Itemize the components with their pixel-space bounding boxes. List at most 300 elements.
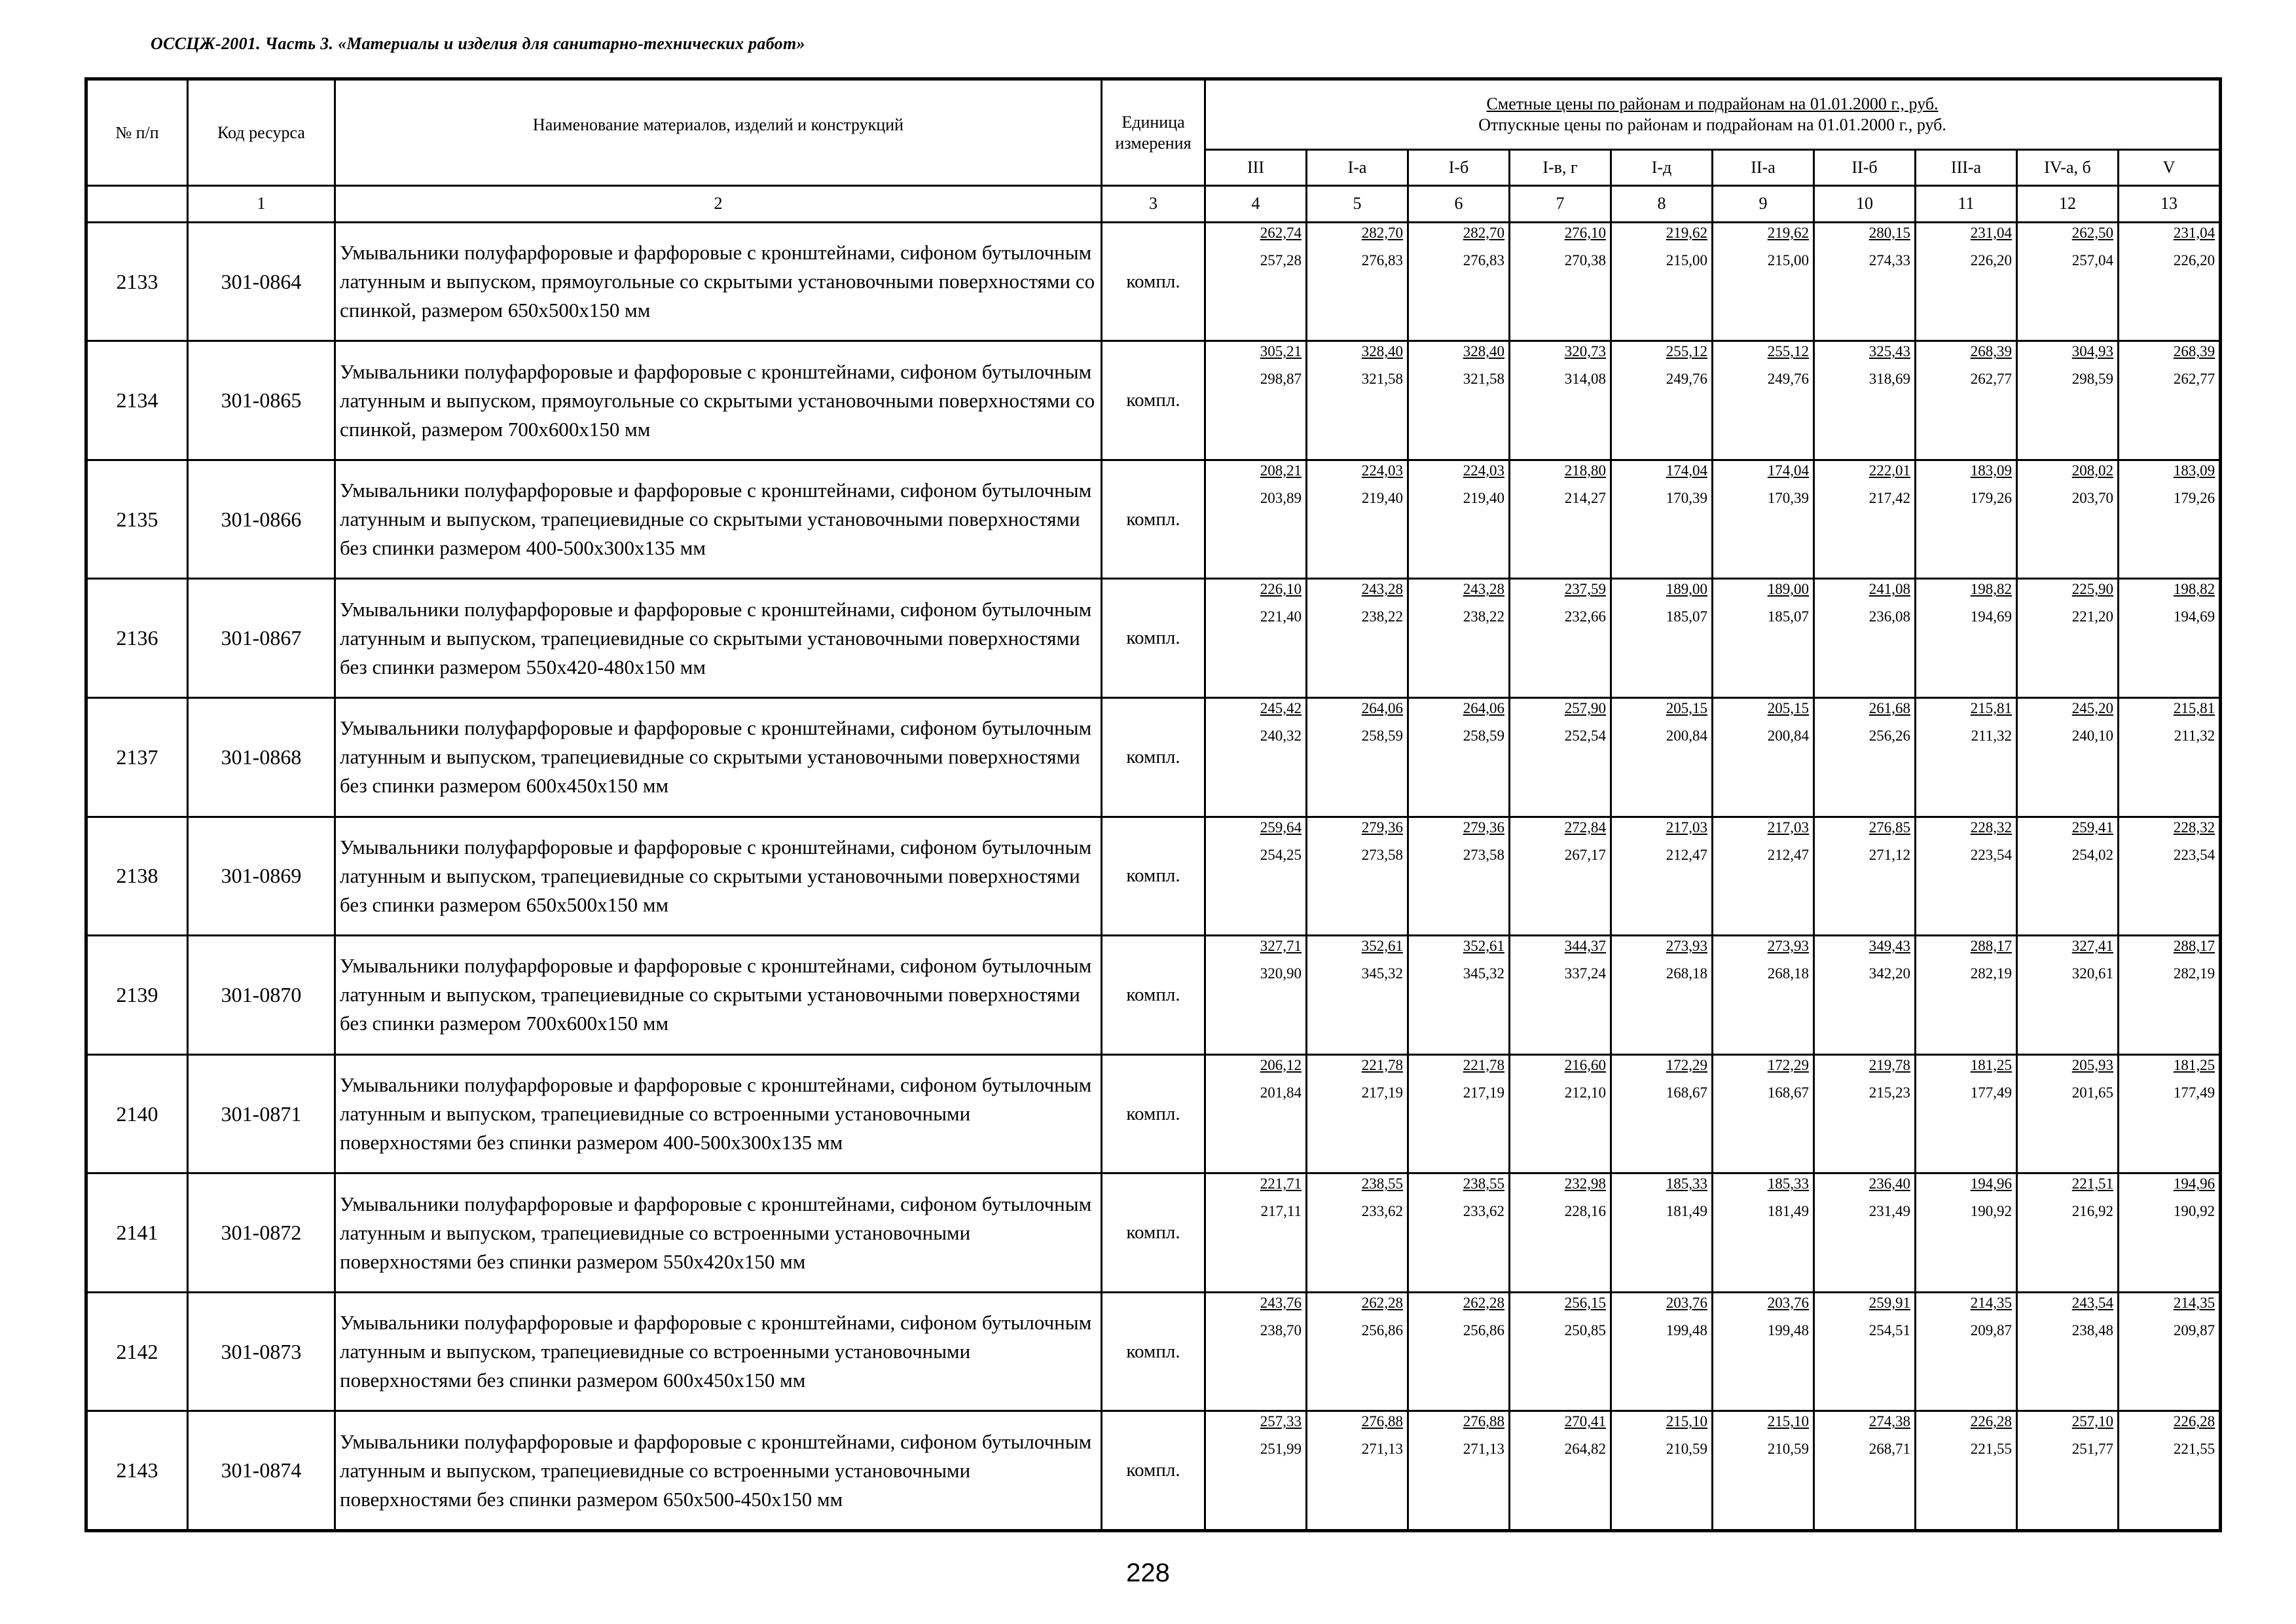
release-price: 170,39 (1767, 489, 1809, 506)
column-number: 13 (2119, 186, 2221, 223)
price-cell (2017, 936, 2119, 1055)
estimated-price: 243,28 (1361, 581, 1403, 598)
release-price: 258,59 (1463, 728, 1504, 745)
estimated-price: 181,25 (2173, 1056, 2215, 1073)
table-row (86, 341, 2221, 460)
price-cell (2119, 698, 2221, 817)
price-cell (2017, 1054, 2119, 1173)
release-price: 179,26 (2173, 489, 2215, 506)
price-cell (2119, 222, 2221, 341)
estimated-price: 228,32 (1970, 819, 2012, 836)
release-price: 228,16 (1564, 1203, 1606, 1220)
release-price: 194,69 (2173, 608, 2215, 625)
table-row (86, 222, 2221, 341)
release-price: 314,08 (1564, 371, 1606, 388)
release-price: 262,77 (2173, 371, 2215, 388)
price-cell (2119, 1292, 2221, 1411)
price-cell (2017, 1411, 2119, 1531)
price-cell (2017, 579, 2119, 698)
release-price: 238,22 (1463, 608, 1504, 625)
release-price: 318,69 (1868, 371, 1910, 388)
price-cell (1307, 698, 1408, 817)
estimated-price: 237,59 (1564, 581, 1606, 598)
estimated-price: 255,12 (1666, 343, 1707, 360)
price-cell (1611, 341, 1713, 460)
unit-of-measure: компл. (1102, 1411, 1205, 1531)
estimated-price: 245,20 (2071, 700, 2113, 717)
estimated-price: 282,70 (1463, 224, 1504, 241)
unit-of-measure: компл. (1102, 1292, 1205, 1411)
column-number: 12 (2017, 186, 2119, 223)
row-number: 2136 (86, 579, 188, 698)
item-name: Умывальники полуфарфоровые и фарфоровые с кронштейнами, сифоном бутылочным латунным и выпуском, трапециевидные со скрытыми установочными поверхностями без спинки размером 700x600x150 мм (335, 936, 1102, 1055)
release-price: 251,99 (1260, 1441, 1302, 1458)
release-price: 185,07 (1767, 608, 1809, 625)
estimated-price: 264,06 (1463, 700, 1504, 717)
unit-of-measure: компл. (1102, 1054, 1205, 1173)
item-name: Умывальники полуфарфоровые и фарфоровые с кронштейнами, сифоном бутылочным латунным и выпуском, прямоугольные со скрытыми установочными поверхностями со спинкой, размером 700x600x150 мм (335, 341, 1102, 460)
price-cell (1814, 579, 1916, 698)
release-price: 321,58 (1463, 371, 1504, 388)
estimated-price: 276,85 (1868, 819, 1910, 836)
estimated-price: 208,02 (2071, 462, 2113, 479)
price-cell (1307, 341, 1408, 460)
release-price: 211,32 (1971, 728, 2012, 745)
table-row (86, 936, 2221, 1055)
estimated-price: 226,28 (2173, 1413, 2215, 1430)
estimated-price: 203,76 (1666, 1294, 1707, 1311)
price-cell (1713, 817, 1814, 936)
price-cell (1611, 1292, 1713, 1411)
release-price: 268,18 (1767, 965, 1809, 982)
release-price: 271,13 (1463, 1441, 1504, 1458)
header-no: № п/п (86, 79, 188, 186)
column-number: 2 (335, 186, 1102, 223)
price-cell (1510, 341, 1611, 460)
row-number: 2138 (86, 817, 188, 936)
price-cell (1205, 341, 1307, 460)
district-header: I-в, г (1510, 150, 1611, 186)
estimated-price: 215,10 (1767, 1413, 1809, 1430)
estimated-price: 189,00 (1666, 581, 1707, 598)
price-cell (1611, 1173, 1713, 1293)
release-price: 251,77 (2071, 1441, 2113, 1458)
item-name: Умывальники полуфарфоровые и фарфоровые с кронштейнами, сифоном бутылочным латунным и выпуском, трапециевидные со скрытыми установочными поверхностями без спинки размером 550x420-480x150 мм (335, 579, 1102, 698)
estimated-price: 279,36 (1361, 819, 1403, 836)
price-cell (1307, 1054, 1408, 1173)
estimated-price: 262,74 (1260, 224, 1302, 241)
estimated-price: 320,73 (1564, 343, 1606, 360)
release-price: 249,76 (1767, 371, 1809, 388)
release-price: 219,40 (1463, 489, 1504, 506)
price-cell (1307, 222, 1408, 341)
price-cell (2119, 817, 2221, 936)
release-price: 258,59 (1361, 728, 1403, 745)
price-cell (2119, 460, 2221, 579)
header-name: Наименование материалов, изделий и конструкций (335, 79, 1102, 186)
release-price: 203,89 (1260, 489, 1302, 506)
price-cell (1510, 698, 1611, 817)
release-price: 271,12 (1868, 846, 1910, 863)
release-price: 268,71 (1868, 1441, 1910, 1458)
estimated-price: 264,06 (1361, 700, 1403, 717)
column-number: 11 (1916, 186, 2017, 223)
price-cell (1408, 698, 1510, 817)
price-cell (1510, 222, 1611, 341)
price-cell (1713, 1411, 1814, 1531)
column-number-row (86, 186, 2221, 223)
release-price: 168,67 (1767, 1084, 1809, 1101)
estimated-price: 189,00 (1767, 581, 1809, 598)
district-header: II-а (1713, 150, 1814, 186)
release-price: 298,59 (2071, 371, 2113, 388)
district-header: I-д (1611, 150, 1713, 186)
release-price: 221,55 (1970, 1441, 2012, 1458)
release-price: 170,39 (1666, 489, 1707, 506)
release-price: 254,51 (1868, 1321, 1910, 1338)
estimated-price: 222,01 (1868, 462, 1910, 479)
estimated-price: 183,09 (2173, 462, 2215, 479)
price-cell (1408, 1292, 1510, 1411)
resource-code: 301-0866 (188, 460, 335, 579)
estimated-price: 218,80 (1564, 462, 1606, 479)
price-cell (1205, 579, 1307, 698)
item-name: Умывальники полуфарфоровые и фарфоровые с кронштейнами, сифоном бутылочным латунным и выпуском, прямоугольные со скрытыми установочными поверхностями со спинкой, размером 650x500x150 мм (335, 222, 1102, 341)
release-price: 210,59 (1767, 1441, 1809, 1458)
price-cell (1611, 222, 1713, 341)
price-cell (1611, 1054, 1713, 1173)
release-price: 210,59 (1666, 1441, 1707, 1458)
release-price: 268,18 (1666, 965, 1707, 982)
estimated-price: 205,15 (1666, 700, 1707, 717)
column-number: 8 (1611, 186, 1713, 223)
estimated-price: 352,61 (1463, 938, 1504, 955)
release-price: 264,82 (1564, 1441, 1606, 1458)
release-price: 320,61 (2071, 965, 2113, 982)
estimated-price: 214,35 (1970, 1294, 2012, 1311)
release-price: 185,07 (1666, 608, 1707, 625)
resource-code: 301-0864 (188, 222, 335, 341)
price-cell (1510, 1292, 1611, 1411)
price-cell (1408, 1054, 1510, 1173)
price-cell (1814, 698, 1916, 817)
running-header: ОССЦЖ-2001. Часть 3. «Материалы и изделия для санитарно-технических работ» (151, 34, 805, 53)
estimated-price: 268,39 (2173, 343, 2215, 360)
price-cell (2119, 1411, 2221, 1531)
release-price: 214,27 (1564, 489, 1606, 506)
item-name: Умывальники полуфарфоровые и фарфоровые с кронштейнами, сифоном бутылочным латунным и выпуском, трапециевидные со скрытыми установочными поверхностями без спинки размером 400-500x300x135 мм (335, 460, 1102, 579)
row-number: 2141 (86, 1173, 188, 1293)
estimated-price: 268,39 (1970, 343, 2012, 360)
resource-code: 301-0873 (188, 1292, 335, 1411)
estimated-price: 262,28 (1463, 1294, 1504, 1311)
estimated-price: 181,25 (1970, 1056, 2012, 1073)
estimated-price: 183,09 (1970, 462, 2012, 479)
release-price: 181,49 (1767, 1203, 1809, 1220)
price-cell (1611, 698, 1713, 817)
release-price: 217,42 (1868, 489, 1910, 506)
release-price: 273,58 (1463, 846, 1504, 863)
price-cell (1307, 1292, 1408, 1411)
release-price: 203,70 (2071, 489, 2113, 506)
release-price: 194,69 (1970, 608, 2012, 625)
price-cell (1307, 1173, 1408, 1293)
table-body (86, 186, 2221, 1531)
estimated-price: 185,33 (1767, 1175, 1809, 1192)
estimated-price: 328,40 (1463, 343, 1504, 360)
estimated-price: 270,41 (1564, 1413, 1606, 1430)
unit-of-measure: компл. (1102, 341, 1205, 460)
release-price: 209,87 (1970, 1321, 2012, 1338)
estimated-price: 276,10 (1564, 224, 1606, 241)
resource-code: 301-0870 (188, 936, 335, 1055)
price-cell (1205, 817, 1307, 936)
estimated-price: 206,12 (1260, 1056, 1302, 1073)
unit-of-measure: компл. (1102, 817, 1205, 936)
estimated-price: 226,10 (1260, 581, 1302, 598)
price-cell (1408, 1411, 1510, 1531)
estimated-price: 174,04 (1767, 462, 1809, 479)
row-number: 2134 (86, 341, 188, 460)
price-cell (1916, 1054, 2017, 1173)
estimated-price: 172,29 (1666, 1056, 1707, 1073)
header-estimated-prices: Сметные цены по районам и подрайонам на 01.01.2000 г., руб. (1486, 94, 1939, 113)
release-price: 223,54 (1970, 846, 2012, 863)
price-cell (2119, 1173, 2221, 1293)
table-row (86, 698, 2221, 817)
row-number: 2133 (86, 222, 188, 341)
release-price: 273,58 (1361, 846, 1403, 863)
price-cell (2119, 936, 2221, 1055)
price-cell (1611, 1411, 1713, 1531)
estimated-price: 280,15 (1868, 224, 1910, 241)
price-cell (1814, 1292, 1916, 1411)
price-cell (2017, 817, 2119, 936)
release-price: 267,17 (1564, 846, 1606, 863)
price-cell (1916, 1411, 2017, 1531)
release-price: 216,92 (2071, 1203, 2113, 1220)
item-name: Умывальники полуфарфоровые и фарфоровые с кронштейнами, сифоном бутылочным латунным и выпуском, трапециевидные со встроенными установочными поверхностями без спинки размером 550x420x150 мм (335, 1173, 1102, 1293)
estimated-price: 262,50 (2071, 224, 2113, 241)
estimated-price: 221,51 (2071, 1175, 2113, 1192)
price-cell (1510, 1411, 1611, 1531)
price-cell (1408, 1173, 1510, 1293)
price-cell (1713, 936, 1814, 1055)
release-price: 276,83 (1463, 251, 1504, 268)
release-price: 190,92 (2173, 1203, 2215, 1220)
price-cell (1713, 222, 1814, 341)
price-cell (1510, 936, 1611, 1055)
price-cell (1611, 579, 1713, 698)
resource-code: 301-0867 (188, 579, 335, 698)
district-header: III (1205, 150, 1307, 186)
release-price: 320,90 (1260, 965, 1302, 982)
column-number: 4 (1205, 186, 1307, 223)
release-price: 240,32 (1260, 728, 1302, 745)
price-cell (2017, 341, 2119, 460)
price-cell (2119, 341, 2221, 460)
unit-of-measure: компл. (1102, 1173, 1205, 1293)
estimated-price: 215,10 (1666, 1413, 1707, 1430)
table-row (86, 1173, 2221, 1293)
price-cell (1205, 1054, 1307, 1173)
price-cell (1408, 460, 1510, 579)
release-price: 199,48 (1666, 1321, 1707, 1338)
column-number: 5 (1307, 186, 1408, 223)
price-cell (2017, 1292, 2119, 1411)
price-cell (2017, 698, 2119, 817)
resource-code: 301-0868 (188, 698, 335, 817)
release-price: 345,32 (1463, 965, 1504, 982)
release-price: 262,77 (1970, 371, 2012, 388)
release-price: 181,49 (1666, 1203, 1707, 1220)
release-price: 254,25 (1260, 846, 1302, 863)
release-price: 211,32 (2174, 728, 2215, 745)
estimated-price: 231,04 (2173, 224, 2215, 241)
estimated-price: 259,41 (2071, 819, 2113, 836)
price-cell (1307, 817, 1408, 936)
table-row (86, 817, 2221, 936)
estimated-price: 279,36 (1463, 819, 1504, 836)
resource-code: 301-0874 (188, 1411, 335, 1531)
estimated-price: 243,76 (1260, 1294, 1302, 1311)
column-number: 6 (1408, 186, 1510, 223)
release-price: 215,23 (1868, 1084, 1910, 1101)
row-number: 2139 (86, 936, 188, 1055)
price-cell (1916, 1292, 2017, 1411)
price-cell (2017, 1173, 2119, 1293)
item-name: Умывальники полуфарфоровые и фарфоровые с кронштейнами, сифоном бутылочным латунным и выпуском, трапециевидные со скрытыми установочными поверхностями без спинки размером 650x500x150 мм (335, 817, 1102, 936)
estimated-price: 236,40 (1868, 1175, 1910, 1192)
price-cell (1916, 579, 2017, 698)
resource-code: 301-0869 (188, 817, 335, 936)
release-price: 232,66 (1564, 608, 1606, 625)
release-price: 217,11 (1260, 1203, 1302, 1220)
district-header: IV-а, б (2017, 150, 2119, 186)
release-price: 238,70 (1260, 1321, 1302, 1338)
estimated-price: 238,55 (1463, 1175, 1504, 1192)
estimated-price: 194,96 (1970, 1175, 2012, 1192)
district-header: I-б (1408, 150, 1510, 186)
release-price: 233,62 (1361, 1203, 1403, 1220)
price-cell (1814, 460, 1916, 579)
column-number: 7 (1510, 186, 1611, 223)
estimated-price: 216,60 (1564, 1056, 1606, 1073)
price-cell (1713, 579, 1814, 698)
district-header: I-а (1307, 150, 1408, 186)
release-price: 219,40 (1361, 489, 1403, 506)
header-code: Код ресурса (188, 79, 335, 186)
estimated-price: 327,71 (1260, 938, 1302, 955)
estimated-price: 288,17 (2173, 938, 2215, 955)
estimated-price: 215,81 (2173, 700, 2215, 717)
price-cell (2017, 222, 2119, 341)
price-cell (1814, 1173, 1916, 1293)
unit-of-measure: компл. (1102, 222, 1205, 341)
price-cell (1916, 698, 2017, 817)
item-name: Умывальники полуфарфоровые и фарфоровые с кронштейнами, сифоном бутылочным латунным и выпуском, трапециевидные со встроенными установочными поверхностями без спинки размером 400-500x300x135 мм (335, 1054, 1102, 1173)
price-cell (1713, 341, 1814, 460)
release-price: 321,58 (1361, 371, 1403, 388)
resource-code: 301-0871 (188, 1054, 335, 1173)
price-cell (1814, 1411, 1916, 1531)
table-row (86, 1292, 2221, 1411)
estimated-price: 282,70 (1361, 224, 1403, 241)
estimated-price: 221,78 (1361, 1056, 1403, 1073)
release-price: 240,10 (2071, 728, 2113, 745)
price-cell (1205, 936, 1307, 1055)
row-number: 2135 (86, 460, 188, 579)
release-price: 212,47 (1767, 846, 1809, 863)
price-cell (1408, 579, 1510, 698)
row-number: 2137 (86, 698, 188, 817)
district-header: III-а (1916, 150, 2017, 186)
release-price: 282,19 (1970, 965, 2012, 982)
estimated-price: 257,10 (2071, 1413, 2113, 1430)
price-cell (1510, 1054, 1611, 1173)
release-price: 200,84 (1767, 728, 1809, 745)
row-number: 2143 (86, 1411, 188, 1531)
release-price: 345,32 (1361, 965, 1403, 982)
estimated-price: 198,82 (2173, 581, 2215, 598)
estimated-price: 325,43 (1868, 343, 1910, 360)
estimated-price: 219,78 (1868, 1056, 1910, 1073)
estimated-price: 217,03 (1666, 819, 1707, 836)
release-price: 217,19 (1463, 1084, 1504, 1101)
price-cell (2017, 460, 2119, 579)
release-price: 257,04 (2071, 251, 2113, 268)
estimated-price: 257,90 (1564, 700, 1606, 717)
price-cell (1510, 1173, 1611, 1293)
estimated-price: 217,03 (1767, 819, 1809, 836)
estimated-price: 215,81 (1970, 700, 2012, 717)
release-price: 217,19 (1361, 1084, 1403, 1101)
price-cell (1814, 1054, 1916, 1173)
estimated-price: 208,21 (1260, 462, 1302, 479)
estimated-price: 261,68 (1868, 700, 1910, 717)
estimated-price: 256,15 (1564, 1294, 1606, 1311)
release-price: 199,48 (1767, 1321, 1809, 1338)
release-price: 201,84 (1260, 1084, 1302, 1101)
district-header: II-б (1814, 150, 1916, 186)
estimated-price: 262,28 (1361, 1294, 1403, 1311)
page-number: 228 (1126, 1559, 1170, 1587)
unit-of-measure: компл. (1102, 698, 1205, 817)
unit-of-measure: компл. (1102, 936, 1205, 1055)
estimated-price: 276,88 (1361, 1413, 1403, 1430)
estimated-price: 288,17 (1970, 938, 2012, 955)
table-row (86, 579, 2221, 698)
estimated-price: 344,37 (1564, 938, 1606, 955)
price-cell (1205, 222, 1307, 341)
price-cell (1916, 936, 2017, 1055)
price-cell (1205, 698, 1307, 817)
estimated-price: 257,33 (1260, 1413, 1302, 1430)
release-price: 276,83 (1361, 251, 1403, 268)
estimated-price: 219,62 (1666, 224, 1707, 241)
release-price: 252,54 (1564, 728, 1606, 745)
estimated-price: 203,76 (1767, 1294, 1809, 1311)
estimated-price: 214,35 (2173, 1294, 2215, 1311)
estimated-price: 198,82 (1970, 581, 2012, 598)
release-price: 221,20 (2071, 608, 2113, 625)
item-name: Умывальники полуфарфоровые и фарфоровые с кронштейнами, сифоном бутылочным латунным и выпуском, трапециевидные со встроенными установочными поверхностями без спинки размером 650x500-450x150 мм (335, 1411, 1102, 1531)
price-cell (1814, 936, 1916, 1055)
estimated-price: 225,90 (2071, 581, 2113, 598)
release-price: 226,20 (1970, 251, 2012, 268)
release-price: 209,87 (2173, 1321, 2215, 1338)
release-price: 256,26 (1868, 728, 1910, 745)
